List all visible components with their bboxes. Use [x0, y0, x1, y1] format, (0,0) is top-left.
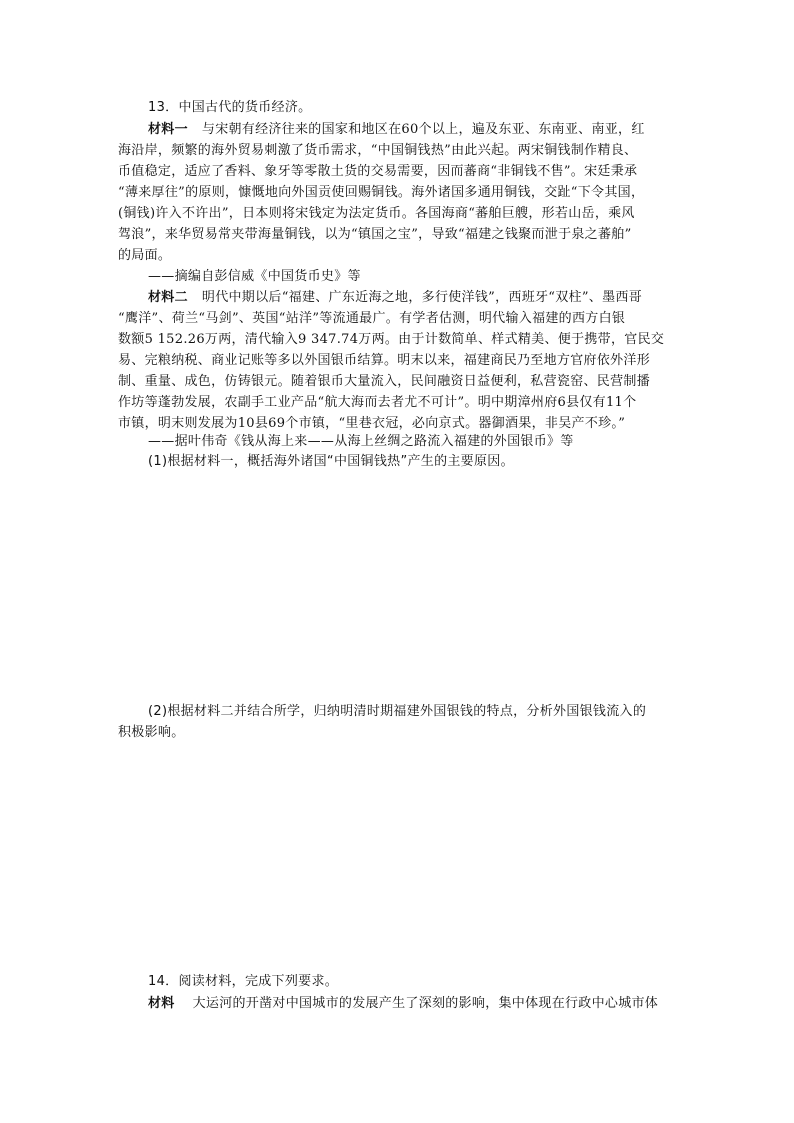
question-14-title: 14．阅读材料，完成下列要求。: [148, 974, 339, 989]
material-2-line-1: 材料二 明代中期以后“福建、广东近海之地，多行使洋钱”，西班牙“双柱”、墨西哥: [148, 290, 642, 305]
material-1-line-1: 材料一 与宋朝有经济往来的国家和地区在60个以上，遍及东亚、东南亚、南亚，红: [148, 122, 645, 137]
material-1-line-3: 币值稳定，适应了香料、象牙等零散土货的交易需要，因而蕃商“非铜钱不售”。宋廷秉承: [118, 164, 638, 179]
material-2-line-3: 数额5 152.26万两，清代输入9 347.74万两。由于计数简单、样式精美、便于携带，官民交: [118, 332, 665, 347]
question-13-part-1: (1)根据材料一，概括海外诸国“中国铜钱热”产生的主要原因。: [148, 454, 514, 469]
material-1-source: ——摘编自彭信威《中国货币史》等: [148, 269, 361, 284]
question-14-material-line-1: 材料 大运河的开凿对中国城市的发展产生了深刻的影响，集中体现在行政中心城市体: [148, 996, 659, 1011]
material-1-line-5: (铜钱)许入不许出”，日本则将宋钱定为法定货币。各国海商“蕃舶巨艘，形若山岳，乘风: [118, 206, 635, 221]
material-1-line-6: 驾浪”，来华贸易常夹带海量铜钱，以为“镇国之宝”，导致“福建之钱聚而泄于泉之蕃舶”: [118, 227, 632, 242]
question-14-material-label: 材料: [148, 996, 175, 1011]
material-1-line-2: 海沿岸，频繁的海外贸易刺激了货币需求，“中国铜钱热”由此兴起。两宋铜钱制作精良、: [118, 143, 638, 158]
material-1-line-7: 的局面。: [118, 248, 172, 263]
question-13-title: 13．中国古代的货币经济。: [148, 100, 312, 115]
material-2-line-5: 制、重量、成色，仿铸银元。随着银币大量流入，民间融资日益便利，私营瓷窑、民营制播: [118, 374, 651, 389]
question-13-part-2-line-1: (2)根据材料二并结合所学，归纳明清时期福建外国银钱的特点，分析外国银钱流入的: [148, 704, 647, 719]
material-2-line-7: 市镇，明末则发展为10县69个市镇，“里巷衣冠，必向京式。器御酒果，非吴产不珍。”: [118, 416, 626, 431]
material-2-line-6: 作坊等蓬勃发展，农副手工业产品“航大海而去者尤不可计”。明中期漳州府6县仅有11个: [118, 395, 637, 410]
material-2-label: 材料二: [148, 290, 188, 305]
material-1-label: 材料一: [148, 122, 188, 137]
material-2-source: ——据叶伟奇《钱从海上来——从海上丝绸之路流入福建的外国银币》等: [148, 434, 574, 449]
material-2-line-2: “鹰洋”、荷兰“马剑”、英国“站洋”等流通最广。有学者估测，明代输入福建的西方白银: [118, 311, 626, 326]
material-2-line-4: 易、完粮纳税、商业记账等多以外国银币结算。明末以来，福建商民乃至地方官府依外洋形: [118, 353, 651, 368]
material-1-line-4: “薄来厚往”的原则，慷慨地向外国贡使回赐铜钱。海外诸国多通用铜钱，交趾“下令其国，: [118, 185, 645, 200]
question-13-part-2-line-2: 积极影响。: [118, 725, 185, 740]
